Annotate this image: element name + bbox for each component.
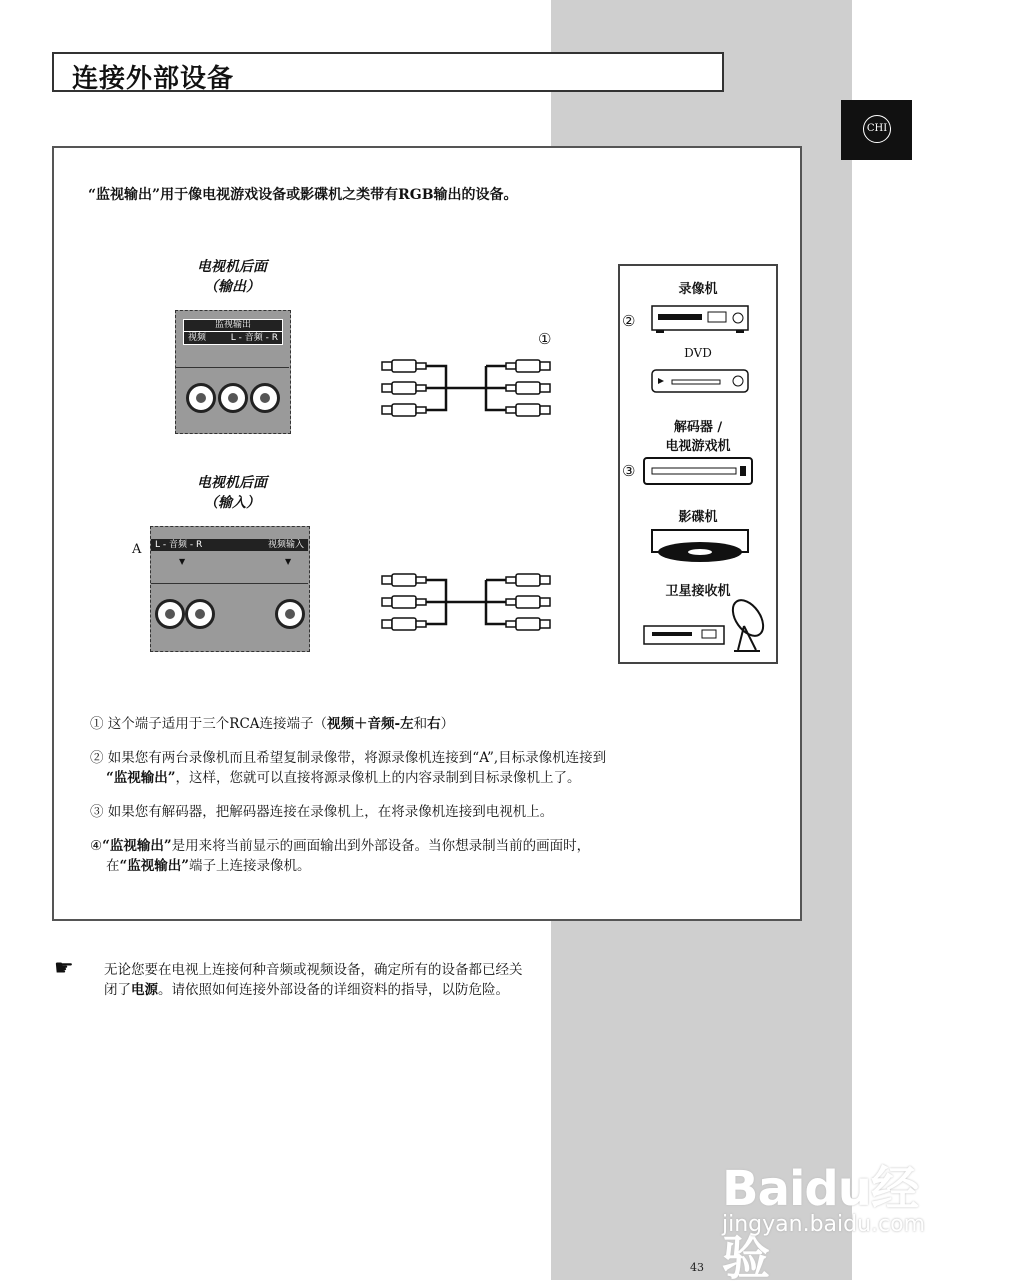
device-number-3: ③ [622, 462, 636, 480]
notes-list [90, 714, 750, 890]
satellite-receiver-icon [640, 596, 770, 656]
av-in-panel: L - 音频 - R 视频输入 ▼ ▼ [150, 526, 310, 652]
pointing-hand-icon: ☛ [54, 956, 74, 981]
monitor-out-header: 监视输出 视频 L - 音频 - R [183, 319, 283, 345]
audio-left-in-jack[interactable] [155, 599, 185, 629]
external-devices-box [618, 264, 778, 664]
intro-text: “监视输出”用于像电视游戏设备或影碟机之类带有RGB输出的设备。 [88, 187, 518, 203]
page-title: 连接外部设备 [72, 64, 235, 94]
page-title-box [52, 52, 724, 92]
audio-right-out-jack[interactable] [250, 383, 280, 413]
note-3: ③ 如果您有解码器，把解码器连接在录像机上，在将录像机连接到电视机上。 [90, 804, 554, 820]
language-label: CHI [863, 115, 891, 143]
satellite-label: 卫星接收机 [665, 584, 731, 599]
video-out-jack[interactable] [186, 383, 216, 413]
cable-number: ① [538, 330, 552, 348]
page-number: 43 [690, 1261, 704, 1274]
player-label: 影碟机 [678, 510, 718, 525]
note-1: ① 这个端子适用于三个RCA连接端子（视频＋音频-左和右） [90, 716, 455, 732]
audio-right-in-jack[interactable] [185, 599, 215, 629]
dvd-player-icon [650, 364, 750, 398]
language-tab [841, 100, 912, 160]
video-in-jack[interactable] [275, 599, 305, 629]
decoder-icon [642, 454, 754, 490]
input-panel-label: 电视机后面 （输入） [197, 475, 267, 511]
av-in-header: L - 音频 - R 视频输入 [151, 539, 308, 551]
disc-player-icon [650, 522, 750, 566]
note-2: ② 如果您有两台录像机而且希望复制录像带，将源录像机连接到“A”,目标录像机连接到 “监视输出”，这样，您就可以直接将源录像机上的内容录制到目标录像机上了。 [90, 750, 607, 786]
input-marker-a: A [132, 542, 142, 557]
connection-diagram-box [52, 146, 802, 921]
vcr-icon [650, 302, 750, 336]
dvd-label: DVD [684, 346, 712, 360]
monitor-out-panel [175, 310, 291, 434]
rca-cable-bottom [380, 570, 570, 640]
watermark-url: jingyan.baidu.com [722, 1212, 926, 1237]
decoder-label: 解码器 / 电视游戏机 [665, 420, 731, 454]
note-4: ④“监视输出”是用来将当前显示的画面输出到外部设备。当你想录制当前的画面时， 在“监视输出”端子上连接录像机。 [90, 838, 591, 874]
watermark-logo: Baidu经验 [722, 1161, 918, 1286]
device-number-2: ② [622, 312, 636, 330]
rca-cable-top [380, 356, 570, 426]
warning-text: 无论您要在电视上连接何种音频或视频设备，确定所有的设备都已经关闭了电源。请依照如何连接外部设备的详细资料的指导，以防危险。 [104, 962, 523, 998]
audio-left-out-jack[interactable] [218, 383, 248, 413]
output-panel-label: 电视机后面 （输出） [197, 259, 267, 295]
vcr-label: 录像机 [678, 282, 718, 297]
watermark [722, 1140, 962, 1286]
